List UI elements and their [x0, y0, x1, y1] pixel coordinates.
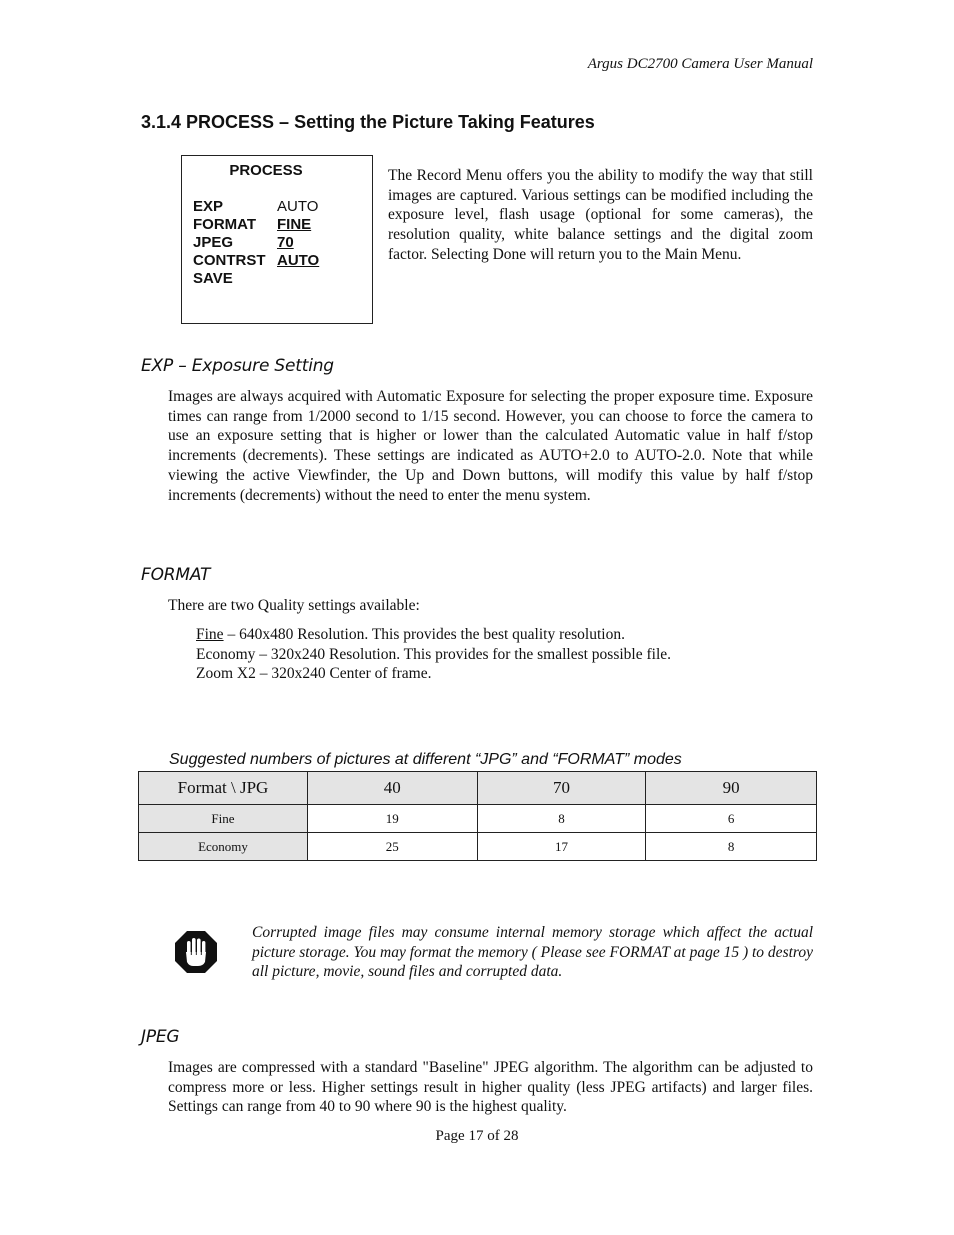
- menu-value: 70: [277, 234, 294, 251]
- format-option-name: Zoom X2: [196, 665, 256, 683]
- jpeg-paragraph: Images are compressed with a standard "Baseline" JPEG algorithm. The algorithm can be adjusted to compress more or less. Higher settings result in higher quality (less JPEG artifacts) and larger files. Settings can range from 40 to 90 where 90 is the highest quality.: [168, 1059, 813, 1116]
- format-option-desc: – 320x240 Resolution. This provides for the smallest possible file.: [255, 645, 671, 663]
- format-option-fine: [196, 625, 671, 645]
- process-menu-box: [181, 155, 373, 324]
- format-option-name: Fine: [196, 626, 224, 643]
- table-header-cell: 40: [307, 772, 477, 805]
- menu-value: FINE: [277, 216, 312, 233]
- page-number: Page 17 of 28: [435, 1128, 519, 1144]
- menu-value: AUTO: [277, 198, 319, 215]
- exp-paragraph: Images are always acquired with Automatic Exposure for selecting the proper exposure time. Exposure times can range from 1/2000 second to 1/15 second. However, you can choose to force the camera to use an exposure setting that is higher or lower than the calculated Automatic value in half f/stop increments (decrements). These settings are indicated as AUTO+2.0 to AUTO-2.0. Note that while viewing the active Viewfinder, the Up and Down buttons, will modify this value by half f/stop increments (decrements) without the need to enter the menu system.: [168, 388, 813, 504]
- table-header-cell: 70: [477, 772, 646, 805]
- exp-heading: EXP – Exposure Setting: [141, 356, 334, 376]
- format-option-name: Economy: [196, 645, 256, 663]
- menu-row-format: [193, 216, 311, 234]
- table-cell: 8: [477, 805, 646, 833]
- format-heading: FORMAT: [141, 565, 211, 585]
- table-row: [139, 833, 817, 861]
- format-option-zoom: [196, 664, 671, 684]
- menu-label: EXP: [193, 198, 224, 215]
- menu-label: SAVE: [193, 270, 233, 287]
- menu-row-contrst: [193, 252, 319, 270]
- menu-label: JPEG: [193, 234, 234, 251]
- menu-row-exp: [193, 198, 318, 216]
- table-row-header: Fine: [139, 805, 308, 833]
- jpeg-heading: JPEG: [141, 1027, 180, 1047]
- stop-hand-icon: [174, 930, 218, 974]
- section-title: 3.1.4 PROCESS – Setting the Picture Taking Features: [141, 112, 595, 132]
- menu-label: FORMAT: [193, 216, 257, 233]
- process-menu-title: PROCESS: [229, 162, 303, 179]
- table-cell: 25: [307, 833, 477, 861]
- table-cell: 6: [646, 805, 817, 833]
- table-row-header: Economy: [139, 833, 308, 861]
- table-cell: 19: [307, 805, 477, 833]
- table-header-cell: Format \ JPG: [139, 772, 308, 805]
- table-row: [139, 805, 817, 833]
- warning-paragraph: Corrupted image files may consume internal memory storage which affect the actual picture storage. You may format the memory ( Please see FORMAT at page 15 ) to destroy all picture, movie, sound files and corrupted data.: [252, 924, 813, 981]
- menu-value: AUTO: [277, 252, 320, 269]
- format-option-desc: – 640x480 Resolution. This provides the best quality resolution.: [223, 626, 625, 643]
- table-header-row: [139, 772, 817, 805]
- pictures-table: [138, 771, 817, 861]
- table-header-cell: 90: [646, 772, 817, 805]
- menu-row-save: [193, 270, 277, 288]
- format-intro: There are two Quality settings available:: [168, 597, 420, 614]
- menu-row-jpeg: [193, 234, 294, 252]
- running-header: Argus DC2700 Camera User Manual: [587, 56, 813, 72]
- format-option-economy: [196, 645, 671, 665]
- format-options-list: [196, 625, 671, 684]
- table-cell: 17: [477, 833, 646, 861]
- table-caption: Suggested numbers of pictures at different “JPG” and “FORMAT” modes: [169, 751, 682, 768]
- table-cell: 8: [646, 833, 817, 861]
- format-option-desc: – 320x240 Center of frame.: [255, 665, 432, 683]
- intro-paragraph: The Record Menu offers you the ability to modify the way that still images are captured. Various settings can be modified including the exposure level, flash usage (optional for some cameras), the resolution quality, white balance settings and the digital zoom factor. Selecting Done will return you to the Main Menu.: [388, 167, 813, 263]
- menu-label: CONTRST: [193, 252, 266, 269]
